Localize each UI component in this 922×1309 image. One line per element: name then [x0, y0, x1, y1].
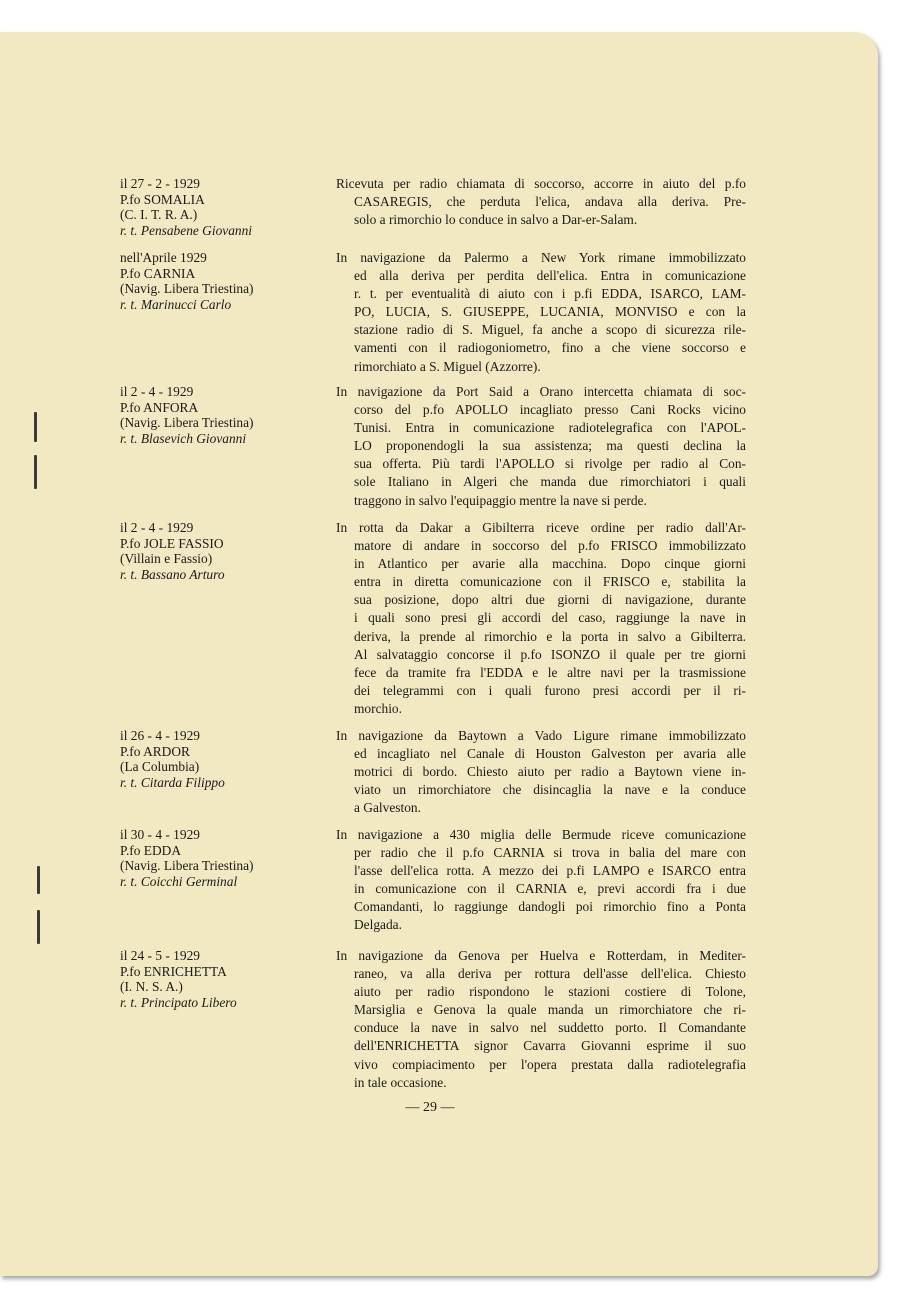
- description-line: r. t. per eventualità di aiuto con i p.fi EDDA, ISARCO, LAM-: [354, 286, 746, 302]
- entry-metadata: [120, 827, 320, 889]
- description-line: sole Italiano in Algeri che manda due rimorchiatori i quali: [354, 474, 746, 490]
- description-line: viato un rimorchiatore che disincaglia la nave e la conduce: [354, 782, 746, 798]
- entry-metadata: [120, 728, 320, 790]
- description-line: a Galveston.: [354, 800, 421, 816]
- entry-metadata: [120, 384, 320, 446]
- ship-name: P.fo ARDOR: [120, 743, 190, 759]
- entry-date: il 2 - 4 - 1929: [120, 384, 194, 399]
- staple-mark: [37, 910, 40, 944]
- entry-date: il 24 - 5 - 1929: [120, 948, 200, 963]
- entry-metadata: [120, 250, 320, 312]
- description-line: traggono in salvo l'equipaggio mentre la nave si perde.: [354, 492, 647, 508]
- entry-date: il 27 - 2 - 1929: [120, 176, 200, 191]
- page-number: — 29 —: [405, 1100, 455, 1115]
- description-line: morchio.: [354, 700, 402, 716]
- radio-operator: r. t. Citarda Filippo: [120, 774, 225, 790]
- radio-operator: r. t. Pensabene Giovanni: [120, 222, 253, 238]
- staple-mark: [34, 412, 37, 442]
- description-line: corso del p.fo APOLLO incagliato presso Cani Rocks vicino: [354, 402, 746, 418]
- ship-name: P.fo JOLE FASSIO: [120, 535, 224, 551]
- description-line: dei telegrammi con i quali furono presi accordi per il ri-: [354, 682, 746, 698]
- description-line: CASAREGIS, che perduta l'elica, andava alla deriva. Pre-: [354, 194, 746, 210]
- description-line: in comunicazione con il CARNIA e, previ accordi fra i due: [354, 881, 746, 897]
- ship-name: P.fo ANFORA: [120, 399, 199, 415]
- ship-owner: (C. I. T. R. A.): [120, 207, 198, 222]
- staple-mark: [34, 455, 37, 489]
- entry-date: nell'Aprile 1929: [120, 250, 207, 265]
- description-line: Ricevuta per radio chiamata di soccorso, accorre in aiuto del p.fo: [336, 176, 746, 191]
- entry-date: il 2 - 4 - 1929: [120, 520, 194, 535]
- description-line: vivo compiacimento per l'opera prestata dalla radiotelegrafia: [354, 1056, 746, 1072]
- description-line: Marsiglia e Genova la quale manda un rimorchiatore che ri-: [354, 1002, 746, 1018]
- ship-owner: (Navig. Libera Triestina): [120, 415, 254, 430]
- entry-description: [336, 727, 746, 817]
- radio-operator: r. t. Marinucci Carlo: [120, 296, 232, 312]
- radio-operator: r. t. Coicchi Germinal: [120, 873, 238, 889]
- description-line: ed alla deriva per perdita dell'elica. Entra in comunicazione: [354, 268, 746, 284]
- ship-name: P.fo EDDA: [120, 842, 182, 858]
- description-line: in Atlantico per avarie alla macchina. Dopo cinque giorni: [354, 556, 746, 572]
- description-line: In navigazione da Baytown a Vado Ligure rimane immobilizzato: [336, 728, 746, 743]
- description-line: conduce la nave in salvo nel suddetto porto. Il Comandante: [354, 1020, 746, 1036]
- ship-owner: (I. N. S. A.): [120, 979, 183, 994]
- entry-date: il 26 - 4 - 1929: [120, 728, 200, 743]
- description-line: dell'ENRICHETTA signor Cavarra Giovanni esprime il suo: [354, 1038, 746, 1054]
- entry-description: [336, 175, 746, 229]
- entry-metadata: [120, 176, 320, 238]
- description-line: entra in diretta comunicazione con il FRISCO e, stabilita la: [354, 574, 746, 590]
- description-line: motrici di bordo. Chiesto aiuto per radio a Baytown viene in-: [354, 764, 746, 780]
- description-line: PO, LUCIA, S. GIUSEPPE, LUCANIA, MONVISO e con la: [354, 304, 746, 320]
- entry-description: [336, 826, 746, 935]
- description-line: in tale occasione.: [354, 1074, 447, 1090]
- description-line: LO proponendogli la sua assistenza; ma questi declina la: [354, 438, 746, 454]
- entry-metadata: [120, 948, 320, 1010]
- ship-owner: (Navig. Libera Triestina): [120, 281, 254, 296]
- staple-mark: [37, 866, 40, 894]
- description-line: rimorchiato a S. Miguel (Azzorre).: [354, 358, 541, 374]
- description-line: solo a rimorchio lo conduce in salvo a Dar-er-Salam.: [354, 212, 638, 228]
- description-line: In navigazione da Palermo a New York rimane immobilizzato: [336, 250, 746, 265]
- entry-description: [336, 519, 746, 718]
- description-line: Comandanti, lo raggiunge dandogli poi rimorchio fino a Ponta: [354, 899, 746, 915]
- description-line: deriva, la prende al rimorchio e la porta in salvo a Gibilterra.: [354, 628, 746, 644]
- description-line: aiuto per radio rispondono le stazioni costiere di Tolone,: [354, 984, 746, 1000]
- description-line: ed incagliato nel Canale di Houston Galveston per avaria alle: [354, 746, 746, 762]
- description-line: Tunisi. Entra in comunicazione radiotelegrafica con l'APOL-: [354, 420, 746, 436]
- ship-owner: (La Columbia): [120, 759, 200, 774]
- description-line: i quali sono presi gli accordi del caso, raggiunge la nave in: [354, 610, 746, 626]
- description-line: sua offerta. Più tardi l'APOLLO si rivolge per radio al Con-: [354, 456, 746, 472]
- entry-metadata: [120, 520, 320, 582]
- description-line: sua posizione, dopo altri due giorni di navigazione, durante: [354, 592, 746, 608]
- description-line: vamenti con il radiogoniometro, fino a che viene soccorso e: [354, 340, 746, 356]
- radio-operator: r. t. Bassano Arturo: [120, 566, 225, 582]
- ship-owner: (Navig. Libera Triestina): [120, 858, 254, 873]
- ship-name: P.fo SOMALIA: [120, 191, 205, 207]
- description-line: l'asse dell'elica rotta. A mezzo dei p.fi LAMPO e ISARCO entra: [354, 863, 746, 879]
- ship-name: P.fo CARNIA: [120, 265, 196, 281]
- description-line: fece da tramite fra l'EDDA e le altre navi per la trasmissione: [354, 664, 746, 680]
- entry-description: [336, 947, 746, 1092]
- radio-operator: r. t. Principato Libero: [120, 994, 237, 1010]
- ship-owner: (Villain e Fassio): [120, 551, 213, 566]
- description-line: In navigazione da Genova per Huelva e Rotterdam, in Mediter-: [336, 948, 746, 963]
- ship-name: P.fo ENRICHETTA: [120, 963, 227, 979]
- description-line: per radio che il p.fo CARNIA si trova in balia del mare con: [354, 845, 746, 861]
- description-line: In rotta da Dakar a Gibilterra riceve ordine per radio dall'Ar-: [336, 520, 746, 535]
- description-line: raneo, va alla deriva per rottura dell'asse dell'elica. Chiesto: [354, 966, 746, 982]
- description-line: stazione radio di S. Miguel, fa anche a scopo di sicurezza rile-: [354, 322, 746, 338]
- entry-date: il 30 - 4 - 1929: [120, 827, 200, 842]
- description-line: In navigazione da Port Said a Orano intercetta chiamata di soc-: [336, 384, 746, 399]
- description-line: Delgada.: [354, 917, 402, 933]
- description-line: matore di andare in soccorso del p.fo FRISCO immobilizzato: [354, 538, 746, 554]
- radio-operator: r. t. Blasevich Giovanni: [120, 430, 247, 446]
- description-line: In navigazione a 430 miglia delle Bermude riceve comunicazione: [336, 827, 746, 842]
- entry-description: [336, 249, 746, 376]
- entry-description: [336, 383, 746, 510]
- description-line: Al salvataggio concorse il p.fo ISONZO il quale per tre giorni: [354, 646, 746, 662]
